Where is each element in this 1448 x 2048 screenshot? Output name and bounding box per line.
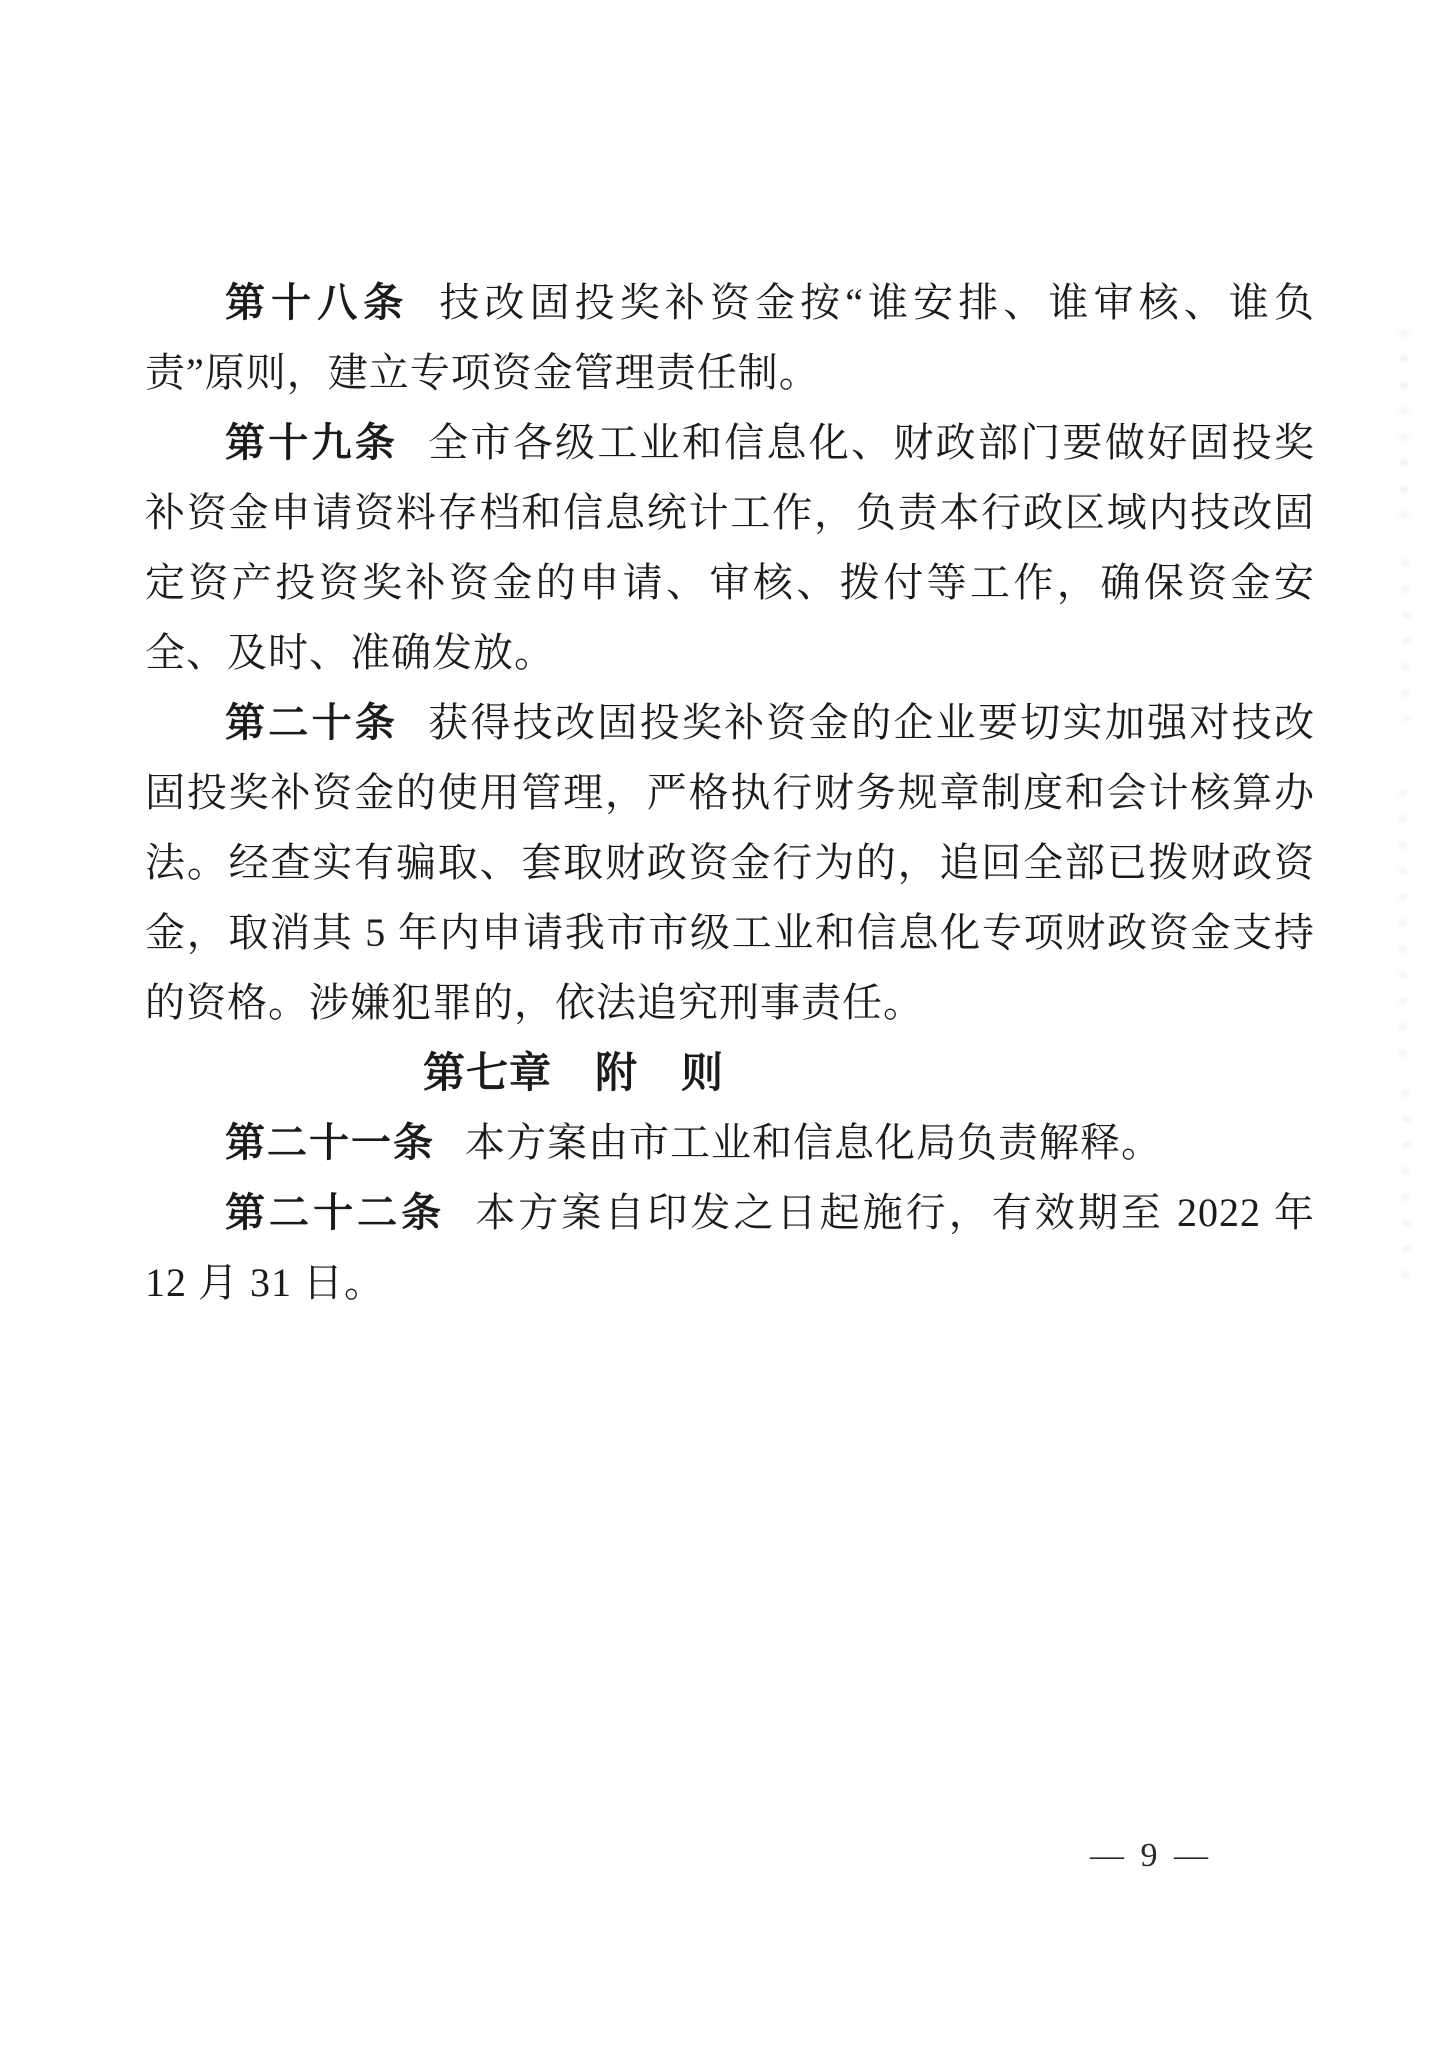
article-20-number: 第二十条 <box>225 701 399 745</box>
article-18-paragraph <box>145 268 1315 408</box>
article-22-number: 第二十二条 <box>225 1191 446 1235</box>
article-22-text: 本方案自印发之日起施行，有效期至 2022 年 12 月 31 日。 <box>145 1190 1316 1305</box>
scan-artifact <box>1402 1090 1410 1290</box>
article-19-paragraph <box>145 408 1315 688</box>
scan-artifact <box>1400 330 1408 530</box>
article-21-paragraph <box>145 1108 1315 1178</box>
article-19-text: 全市各级工业和信息化、财政部门要做好固投奖补资金申请资料存档和信息统计工作，负责本行政区域内技改固定资产投资奖补资金的申请、审核、拨付等工作，确保资金安全、及时、准确发放。 <box>145 420 1316 675</box>
article-20-paragraph <box>145 688 1315 1038</box>
scan-artifact <box>1399 790 1407 1060</box>
chapter-heading: 第七章 附 则 <box>423 1049 725 1096</box>
article-18-text: 技改固投奖补资金按“谁安排、谁审核、谁负责”原则，建立专项资金管理责任制。 <box>145 280 1315 395</box>
page-number: — 9 — <box>1090 1837 1212 1874</box>
article-21-number: 第二十一条 <box>225 1121 435 1165</box>
scan-artifact <box>1402 560 1410 720</box>
article-22-paragraph <box>145 1178 1315 1318</box>
article-18-number: 第十八条 <box>225 281 410 325</box>
article-19-number: 第十九条 <box>225 421 399 465</box>
article-21-text: 本方案由市工业和信息化局负责解释。 <box>465 1120 1162 1165</box>
article-20-text: 获得技改固投奖补资金的企业要切实加强对技改固投奖补资金的使用管理，严格执行财务规章制度和会计核算办法。经查实有骗取、套取财政资金行为的，追回全部已拨财政资金，取消其 5 年内申请我市市级工业和信息化专项财政资金支持的资格。涉嫌犯罪的，依法追究刑事责任。 <box>145 700 1316 1025</box>
document-body <box>145 268 1315 1318</box>
